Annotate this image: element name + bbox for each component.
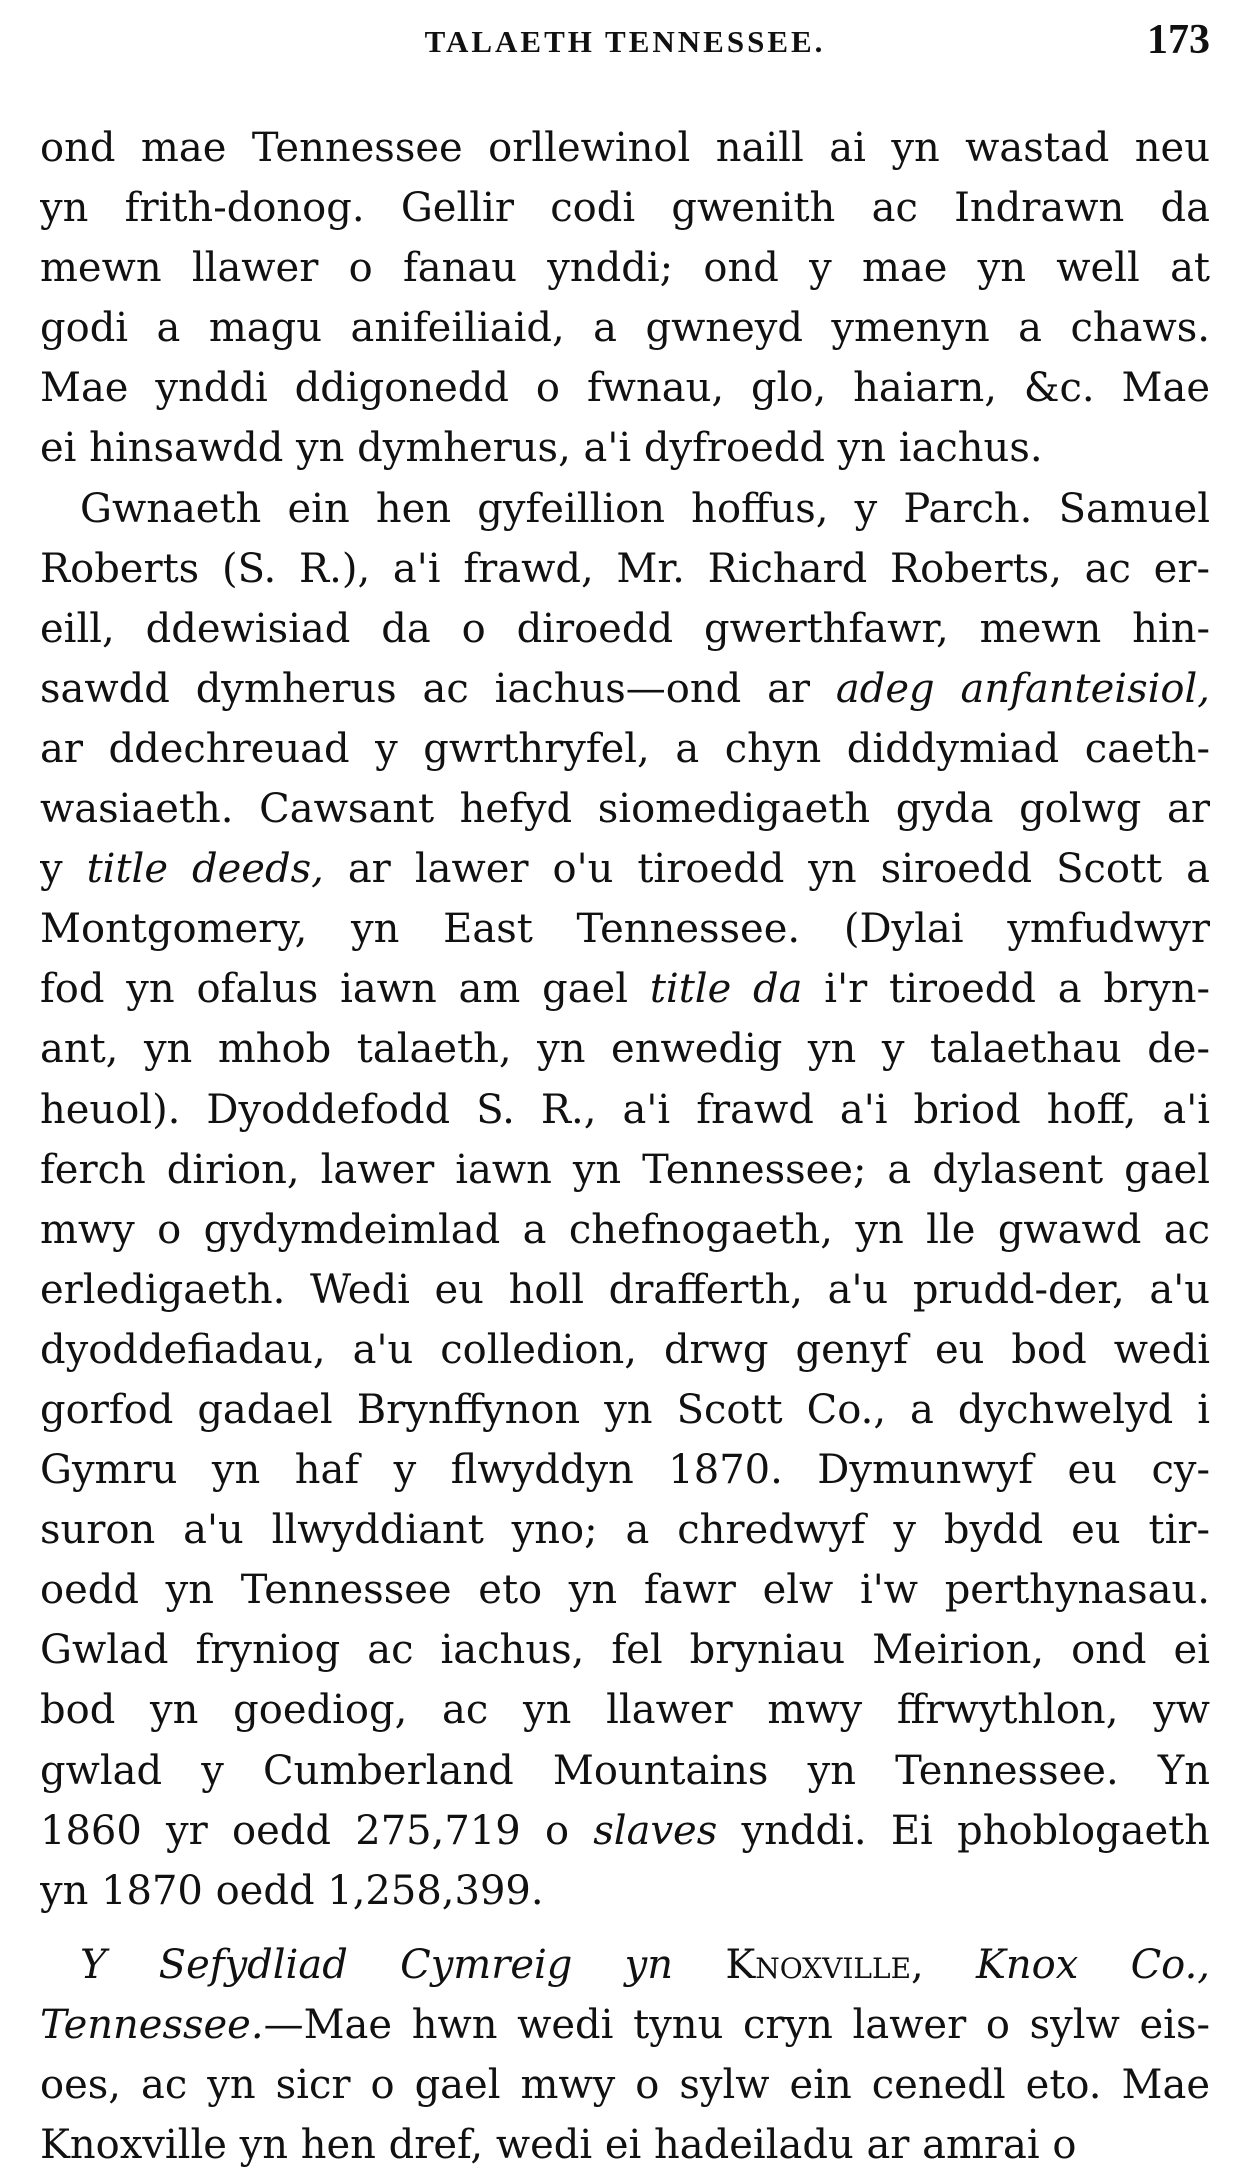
text-line <box>40 2055 1210 2115</box>
italic-text: title deeds, <box>86 846 324 893</box>
text-segment: yn 1870 oedd 1,258,399. <box>40 1867 544 1914</box>
text-line <box>40 839 1210 899</box>
text-segment: i'r tiroedd a bryn- <box>802 966 1210 1013</box>
text-line <box>40 1741 1210 1801</box>
text-line <box>40 659 1210 719</box>
smallcaps-text: Knoxville, <box>673 1941 977 1988</box>
text-segment: ar lawer o'u tiroedd yn siroedd Scott a <box>323 846 1210 893</box>
italic-text: title da <box>649 966 803 1013</box>
text-segment: ond mae Tennessee orllewinol naill ai yn wastad neu <box>40 125 1210 171</box>
text-line <box>40 1019 1210 1079</box>
text-line <box>40 959 1210 1019</box>
text-segment: —Mae hwn wedi tynu cryn lawer o sylw eis- <box>263 2001 1210 2048</box>
text-line <box>40 1995 1210 2055</box>
running-head <box>40 14 1210 70</box>
italic-text: adeg anfanteisiol, <box>835 665 1210 712</box>
text-segment: bod yn goediog, ac yn llawer mwy ffrwythlon, yw <box>40 1687 1210 1734</box>
text-segment: oedd yn Tennessee eto yn fawr elw i'w perthynasau. <box>40 1567 1210 1614</box>
text-line <box>40 2115 1210 2175</box>
text-segment: ei hinsawdd yn dymherus, a'i dyfroedd yn iachus. <box>40 425 1043 472</box>
text-line <box>40 1620 1210 1680</box>
text-segment: Roberts (S. R.), a'i frawd, Mr. Richard Roberts, ac er- <box>40 545 1210 592</box>
text-line <box>40 479 1210 539</box>
text-line <box>40 539 1210 599</box>
text-line <box>40 238 1210 298</box>
text-segment: oes, ac yn sicr o gael mwy o sylw ein cenedl eto. Mae <box>40 2062 1210 2108</box>
text-line <box>40 1440 1210 1500</box>
text-line <box>40 1560 1210 1620</box>
text-segment: Gwnaeth ein hen gyfeillion hoffus, y Parch. Samuel <box>80 485 1210 532</box>
text-segment: godi a magu anifeiliaid, a gwneyd ymenyn a chaws. <box>40 305 1210 352</box>
text-segment: mwy o gydymdeimlad a chefnogaeth, yn lle gwawd ac <box>40 1206 1210 1253</box>
page-number: 173 <box>1147 17 1210 63</box>
text-segment: sawdd dymherus ac iachus—ond ar <box>40 665 836 712</box>
text-segment: ferch dirion, lawer iawn yn Tennessee; a dylasent gael <box>40 1146 1210 1193</box>
text-segment: erledigaeth. Wedi eu holl drafferth, a'u prudd-der, a'u <box>40 1266 1210 1313</box>
text-segment: ynddi. Ei phoblogaeth <box>717 1807 1210 1854</box>
text-line <box>40 358 1210 418</box>
text-line <box>40 1500 1210 1560</box>
text-segment: Gwlad fryniog ac iachus, fel bryniau Meirion, ond ei <box>40 1627 1210 1674</box>
text-line <box>40 1801 1210 1861</box>
text-line <box>40 599 1210 659</box>
text-line <box>40 1680 1210 1740</box>
text-segment: 1860 yr oedd 275,719 o <box>40 1807 594 1854</box>
text-segment: mewn llawer o fanau ynddi; ond y mae yn well at <box>40 245 1210 292</box>
italic-text: slaves <box>593 1807 718 1854</box>
text-line <box>40 178 1210 238</box>
text-segment: Gymru yn haf y flwyddyn 1870. Dymunwyf eu cy- <box>40 1447 1210 1494</box>
text-segment: y <box>40 846 87 893</box>
text-segment: gwlad y Cumberland Mountains yn Tennessee. Yn <box>40 1747 1210 1794</box>
text-line <box>40 298 1210 358</box>
italic-text: Knox Co., <box>976 1941 1210 1988</box>
text-segment: Knoxville yn hen dref, wedi ei hadeiladu ar amrai o <box>40 2122 1077 2169</box>
italic-text: Tennessee. <box>40 2001 264 2048</box>
text-line <box>40 1080 1210 1140</box>
text-line <box>40 719 1210 779</box>
text-line <box>40 118 1210 178</box>
text-segment: yn frith-donog. Gellir codi gwenith ac Indrawn da <box>40 185 1210 232</box>
text-segment: wasiaeth. Cawsant hefyd siomedigaeth gyda golwg ar <box>40 786 1210 833</box>
text-segment: suron a'u llwyddiant yno; a chredwyf y bydd eu tir- <box>40 1507 1210 1554</box>
text-line <box>40 1200 1210 1260</box>
text-segment: fod yn ofalus iawn am gael <box>40 966 650 1013</box>
text-segment: gorfod gadael Brynffynon yn Scott Co., a dychwelyd i <box>40 1386 1210 1433</box>
text-line <box>40 779 1210 839</box>
text-segment: eill, ddewisiad da o diroedd gwerthfawr, mewn hin- <box>40 605 1210 652</box>
text-line <box>40 1320 1210 1380</box>
italic-text: Y Sefydliad Cymreig yn <box>80 1941 674 1988</box>
body-text <box>40 118 1210 2175</box>
text-segment: Mae ynddi ddigonedd o fwnau, glo, haiarn, &c. Mae <box>40 365 1210 412</box>
text-segment: dyoddefiadau, a'u colledion, drwg genyf eu bod wedi <box>40 1326 1210 1373</box>
text-line <box>40 1935 1210 1995</box>
text-line <box>40 1260 1210 1320</box>
text-line <box>40 1861 1210 1921</box>
text-line <box>40 1140 1210 1200</box>
text-segment: ant, yn mhob talaeth, yn enwedig yn y talaethau de- <box>40 1026 1210 1073</box>
running-title: TALAETH TENNESSEE. <box>424 24 826 59</box>
text-segment: ar ddechreuad y gwrthryfel, a chyn diddymiad caeth- <box>40 725 1210 772</box>
text-segment: Montgomery, yn East Tennessee. (Dylai ymfudwyr <box>40 906 1210 953</box>
text-segment: heuol). Dyoddefodd S. R., a'i frawd a'i briod hoff, a'i <box>40 1086 1210 1133</box>
text-line <box>40 899 1210 959</box>
text-line <box>40 418 1210 478</box>
text-line <box>40 1380 1210 1440</box>
